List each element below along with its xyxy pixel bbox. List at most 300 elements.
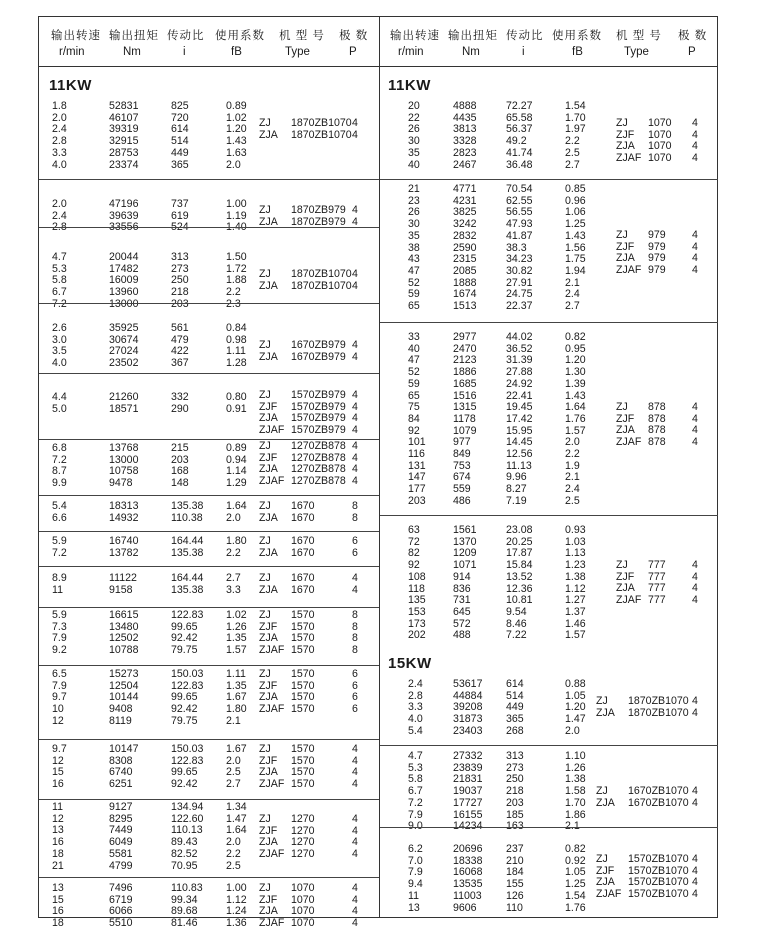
- group-divider: [380, 827, 718, 828]
- model-number: 1670ZB979: [291, 339, 346, 351]
- model-number: 1570: [291, 703, 315, 716]
- pole-count: 8: [352, 632, 358, 645]
- model-number: 1570ZB1070: [628, 888, 689, 901]
- speed-cell: 82: [408, 547, 420, 560]
- torque-values: [453, 332, 477, 508]
- pole-count: 4: [352, 572, 358, 584]
- pole-count: 4: [352, 754, 358, 767]
- factor-cell: 1.29: [226, 477, 247, 490]
- torque-cell: 2832: [453, 229, 477, 242]
- model-number: 1570ZB979: [291, 424, 346, 437]
- model-type-row: [259, 583, 358, 597]
- factor-cell: 1.76: [565, 901, 586, 914]
- speed-cell: 6.5: [52, 668, 67, 680]
- model-number: 1070: [291, 917, 315, 930]
- ratio-cell: 36.52: [506, 342, 533, 355]
- torque-cell: 2470: [453, 342, 477, 355]
- ratio-values: [171, 443, 189, 490]
- pole-count: 4: [692, 424, 698, 437]
- torque-cell: 16068: [453, 866, 483, 879]
- model-number: 1070: [291, 905, 315, 918]
- torque-values: [453, 184, 477, 313]
- speed-cell: 6.7: [52, 286, 67, 299]
- ratio-cell: 185: [506, 808, 524, 821]
- torque-cell: 1888: [453, 276, 477, 289]
- poles-unit: P: [349, 46, 357, 58]
- model-number: 1570: [291, 620, 315, 633]
- ratio-cell: 8.46: [506, 617, 527, 630]
- ratio-cell: 203: [506, 796, 524, 809]
- factor-cell: 1.20: [565, 701, 586, 714]
- model-prefix: ZJA: [259, 350, 278, 363]
- model-prefix: ZJF: [616, 240, 635, 253]
- model-prefix: ZJAF: [616, 264, 642, 277]
- speed-values: [52, 669, 67, 728]
- factor-cell: 1.35: [226, 679, 247, 692]
- speed-cell: 3.3: [408, 701, 423, 714]
- model-prefix: ZJAF: [616, 594, 642, 607]
- torque-cell: 13000: [109, 297, 139, 310]
- factor-cell: 1.64: [226, 500, 247, 512]
- torque-cell: 674: [453, 471, 471, 484]
- model-prefix: ZJF: [259, 679, 278, 692]
- ratio-header: 传动比: [506, 30, 544, 42]
- model-number: 1870ZB1070: [291, 117, 352, 129]
- ratio-cell: 12.56: [506, 448, 533, 461]
- type-header: 机 型 号: [616, 30, 662, 42]
- model-number: 1670: [291, 583, 315, 596]
- speed-cell: 9.7: [52, 743, 67, 755]
- speed-cell: 5.8: [408, 773, 423, 786]
- group-divider: [39, 877, 379, 878]
- ratio-cell: 514: [171, 135, 189, 148]
- factor-cell: 2.0: [226, 158, 241, 171]
- torque-cell: 20696: [453, 843, 483, 855]
- speed-cell: 153: [408, 605, 426, 618]
- left-column: [39, 17, 380, 930]
- speed-cell: 26: [408, 123, 420, 136]
- speed-cell: 6.7: [408, 785, 423, 798]
- model-number: 1570ZB979: [291, 400, 346, 413]
- pole-count: 6: [352, 679, 358, 692]
- factor-values: [565, 844, 586, 914]
- model-prefix: ZJ: [259, 609, 271, 621]
- factor-cell: 1.25: [565, 218, 586, 231]
- pole-count: 6: [352, 668, 358, 680]
- torque-values: [109, 392, 138, 415]
- model-prefix: ZJA: [259, 215, 278, 228]
- factor-cell: 1.38: [565, 773, 586, 786]
- model-prefix: ZJ: [259, 500, 271, 512]
- torque-cell: 47196: [109, 198, 139, 210]
- model-type-list: [259, 204, 358, 228]
- model-prefix: ZJF: [596, 864, 615, 877]
- model-prefix: ZJA: [259, 511, 278, 524]
- speed-unit: r/min: [59, 46, 85, 58]
- model-prefix: ZJ: [259, 117, 271, 129]
- speed-values: [408, 184, 420, 313]
- pole-count: 4: [352, 583, 358, 596]
- torque-values: [109, 744, 138, 791]
- speed-cell: 5.4: [408, 724, 423, 737]
- model-type-row: [259, 424, 358, 437]
- speed-cell: 15: [52, 893, 64, 906]
- ratio-cell: 17.42: [506, 412, 533, 425]
- torque-cell: 14932: [109, 511, 139, 524]
- torque-cell: 9606: [453, 901, 477, 914]
- ratio-cell: 163: [506, 820, 524, 833]
- model-type-list: [616, 229, 698, 277]
- torque-cell: 27332: [453, 750, 483, 762]
- pole-count: 4: [692, 796, 698, 809]
- torque-cell: 3813: [453, 123, 477, 136]
- torque-cell: 3242: [453, 218, 477, 231]
- pole-count: 4: [352, 778, 358, 791]
- torque-values: [109, 501, 138, 524]
- torque-cell: 21831: [453, 773, 483, 786]
- torque-cell: 39319: [109, 123, 139, 136]
- torque-cell: 488: [453, 629, 471, 642]
- ratio-cell: 215: [171, 442, 189, 454]
- model-type-list: [259, 609, 358, 657]
- torque-values: [453, 525, 477, 642]
- model-prefix: ZJ: [596, 695, 608, 707]
- torque-cell: 53617: [453, 678, 483, 690]
- torque-values: [453, 844, 482, 914]
- ratio-cell: 825: [171, 100, 189, 112]
- model-prefix: ZJ: [259, 268, 271, 280]
- pole-count: 4: [692, 582, 698, 595]
- factor-cell: 1.47: [226, 812, 247, 825]
- ratio-cell: 218: [506, 785, 524, 798]
- ratio-cell: 89.68: [171, 905, 198, 918]
- factor-values: [565, 679, 586, 738]
- torque-cell: 2085: [453, 264, 477, 277]
- model-number: 1870ZB1070: [291, 268, 352, 280]
- model-type-row: [259, 644, 358, 657]
- model-prefix: ZJAF: [259, 475, 285, 488]
- speed-cell: 7.2: [408, 796, 423, 809]
- model-type-list: [616, 559, 698, 607]
- factor-cell: 1.46: [565, 617, 586, 630]
- ratio-cell: 250: [506, 773, 524, 786]
- factor-cell: 0.85: [565, 183, 586, 195]
- torque-cell: 4435: [453, 111, 477, 124]
- torque-cell: 13535: [453, 878, 483, 891]
- speed-cell: 16: [52, 905, 64, 918]
- pole-count: 6: [352, 546, 358, 559]
- factor-cell: 0.89: [226, 442, 247, 454]
- model-type-list: [259, 339, 358, 363]
- factor-cell: 1.05: [565, 689, 586, 702]
- torque-cell: 27024: [109, 345, 139, 358]
- factor-cell: 0.95: [565, 342, 586, 355]
- ratio-cell: 148: [171, 477, 189, 490]
- ratio-cell: 70.54: [506, 183, 533, 195]
- pole-count: 4: [352, 268, 358, 280]
- speed-values: [408, 525, 426, 642]
- ratio-cell: 514: [506, 689, 524, 702]
- torque-cell: 16009: [109, 274, 139, 287]
- factor-cell: 1.38: [565, 570, 586, 583]
- factor-cell: 1.24: [226, 905, 247, 918]
- torque-cell: 4799: [109, 859, 133, 872]
- model-type-row: [259, 475, 358, 488]
- ratio-values: [171, 323, 189, 370]
- torque-cell: 6049: [109, 836, 133, 849]
- torque-values: [453, 751, 482, 833]
- factor-cell: 1.67: [226, 743, 247, 755]
- speed-cell: 4.0: [52, 357, 67, 370]
- type-unit: Type: [285, 46, 310, 58]
- pole-count: 4: [352, 215, 358, 228]
- factor-cell: 0.82: [565, 843, 586, 855]
- ratio-cell: 9.54: [506, 605, 527, 618]
- torque-cell: 10147: [109, 743, 139, 755]
- model-number: 1670ZB1070: [628, 785, 689, 797]
- pole-count: 4: [352, 117, 358, 129]
- group-divider: [380, 745, 718, 746]
- torque-values: [109, 802, 133, 872]
- ratio-cell: 250: [171, 274, 189, 287]
- model-prefix: ZJA: [259, 836, 278, 849]
- model-type-list: [259, 440, 358, 488]
- ratio-values: [171, 744, 203, 791]
- model-number: 1870ZB1070: [291, 128, 352, 141]
- factor-values: [226, 610, 247, 657]
- pole-count: 4: [352, 813, 358, 825]
- model-type-row: [259, 778, 358, 791]
- torque-cell: 1209: [453, 547, 477, 560]
- speed-cell: 2.4: [52, 209, 67, 222]
- model-prefix: ZJF: [259, 893, 278, 906]
- torque-cell: 1886: [453, 366, 477, 379]
- model-prefix: ZJA: [616, 252, 635, 265]
- speed-values: [52, 252, 67, 311]
- factor-header: 使用系数: [215, 30, 265, 42]
- ratio-cell: 164.44: [171, 535, 204, 547]
- speed-cell: 202: [408, 629, 426, 642]
- torque-values: [453, 101, 477, 171]
- ratio-cell: 38.3: [506, 241, 527, 254]
- model-number: 1570: [291, 691, 315, 704]
- speed-cell: 12: [52, 714, 64, 727]
- pole-count: 4: [352, 389, 358, 401]
- ratio-cell: 99.65: [171, 691, 198, 704]
- speed-cell: 7.3: [52, 620, 67, 633]
- ratio-values: [171, 536, 203, 559]
- model-prefix: ZJAF: [259, 644, 285, 657]
- speed-values: [408, 844, 423, 914]
- factor-cell: 1.80: [226, 535, 247, 547]
- speed-cell: 18: [52, 917, 64, 930]
- model-number: 1670: [291, 572, 315, 584]
- factor-values: [565, 751, 586, 833]
- ratio-cell: 268: [506, 724, 524, 737]
- model-type-list: [616, 401, 698, 449]
- pole-count: 4: [352, 279, 358, 292]
- speed-cell: 7.0: [408, 854, 423, 867]
- torque-values: [109, 610, 138, 657]
- factor-cell: 2.7: [565, 300, 580, 313]
- pole-count: 4: [352, 905, 358, 918]
- ratio-cell: 47.93: [506, 218, 533, 231]
- pole-count: 4: [352, 882, 358, 894]
- ratio-cell: 332: [171, 391, 189, 403]
- section-title-11kw: 11KW: [49, 77, 92, 94]
- torque-cell: 13782: [109, 546, 139, 559]
- ratio-cell: 49.2: [506, 135, 527, 148]
- model-number: 1870ZB1070: [628, 706, 689, 719]
- model-prefix: ZJA: [259, 632, 278, 645]
- group-divider: [39, 531, 379, 532]
- ratio-cell: 155: [506, 878, 524, 891]
- speed-cell: 7.2: [52, 453, 67, 466]
- torque-cell: 3825: [453, 206, 477, 219]
- torque-cell: 9127: [109, 801, 133, 813]
- model-prefix: ZJA: [259, 412, 278, 425]
- ratio-cell: 290: [171, 402, 189, 415]
- model-number: 979: [648, 264, 666, 277]
- factor-cell: 1.94: [565, 264, 586, 277]
- torque-unit: Nm: [462, 46, 480, 58]
- poles-header: 极 数: [339, 30, 369, 42]
- torque-cell: 9478: [109, 477, 133, 490]
- speed-cell: 33: [408, 331, 420, 343]
- factor-cell: 1.9: [565, 459, 580, 472]
- speed-cell: 7.9: [408, 808, 423, 821]
- factor-cell: 1.12: [226, 893, 247, 906]
- group-divider: [39, 495, 379, 496]
- factor-cell: 1.97: [565, 123, 586, 136]
- model-number: 1070: [648, 152, 672, 165]
- speed-cell: 2.0: [52, 111, 67, 124]
- factor-values: [226, 252, 247, 311]
- factor-cell: 1.20: [226, 123, 247, 136]
- torque-cell: 2977: [453, 331, 477, 343]
- torque-cell: 17482: [109, 262, 139, 275]
- factor-cell: 1.11: [226, 668, 246, 680]
- factor-cell: 1.34: [226, 801, 247, 813]
- speed-cell: 8.9: [52, 572, 67, 584]
- group-divider: [39, 799, 379, 800]
- torque-cell: 13768: [109, 442, 139, 454]
- ratio-cell: 56.37: [506, 123, 533, 136]
- ratio-cell: 122.83: [171, 609, 204, 621]
- pole-count: 6: [352, 691, 358, 704]
- speed-cell: 13: [408, 901, 420, 914]
- ratio-cell: 11.13: [506, 459, 532, 472]
- speed-cell: 4.0: [408, 713, 423, 726]
- speed-values: [52, 610, 67, 657]
- speed-cell: 1.8: [52, 100, 67, 112]
- model-number: 1270ZB878: [291, 451, 346, 464]
- group-divider: [380, 322, 718, 323]
- model-number: 777: [648, 594, 666, 607]
- model-number: 1570: [291, 668, 315, 680]
- factor-values: [226, 323, 247, 370]
- speed-cell: 7.9: [52, 679, 67, 692]
- ratio-cell: 9.96: [506, 471, 527, 484]
- pole-count: 8: [352, 500, 358, 512]
- model-number: 1570: [291, 743, 315, 755]
- speed-cell: 43: [408, 253, 420, 266]
- factor-values: [226, 392, 247, 415]
- ratio-values: [171, 252, 189, 311]
- ratio-cell: 218: [171, 286, 189, 299]
- model-prefix: ZJ: [259, 204, 271, 216]
- group-divider: [380, 179, 718, 180]
- ratio-cell: 313: [171, 251, 189, 263]
- ratio-cell: 23.08: [506, 524, 533, 536]
- model-type-list: [596, 695, 698, 719]
- torque-cell: 35925: [109, 322, 139, 334]
- model-number: 777: [648, 570, 666, 583]
- ratio-cell: 524: [171, 221, 189, 234]
- speed-cell: 30: [408, 135, 420, 148]
- ratio-cell: 7.19: [506, 494, 527, 507]
- model-number: 1070: [648, 140, 672, 153]
- factor-cell: 1.76: [565, 412, 586, 425]
- speed-cell: 2.4: [52, 123, 67, 136]
- model-prefix: ZJF: [616, 570, 635, 583]
- ratio-cell: 110.83: [171, 882, 203, 894]
- model-number: 1670: [291, 500, 315, 512]
- speed-cell: 131: [408, 459, 426, 472]
- model-prefix: ZJ: [259, 535, 271, 547]
- torque-values: [453, 679, 482, 738]
- pole-count: 4: [352, 917, 358, 930]
- speed-cell: 7.9: [408, 866, 423, 879]
- model-type-list: [616, 117, 698, 165]
- speed-cell: 4.7: [52, 251, 67, 263]
- factor-cell: 1.70: [565, 796, 586, 809]
- speed-cell: 6.6: [52, 511, 67, 524]
- pole-count: 8: [352, 609, 358, 621]
- factor-cell: 0.82: [565, 331, 586, 343]
- ratio-values: [171, 392, 189, 415]
- torque-cell: 1370: [453, 535, 477, 548]
- ratio-cell: 110: [506, 901, 523, 914]
- factor-cell: 1.67: [226, 691, 247, 704]
- ratio-cell: 65.58: [506, 111, 533, 124]
- group-divider: [39, 373, 379, 374]
- factor-cell: 1.00: [226, 882, 247, 894]
- factor-values: [226, 199, 247, 234]
- speed-values: [408, 751, 423, 833]
- factor-cell: 1.47: [565, 713, 586, 726]
- model-prefix: ZJA: [616, 140, 635, 153]
- speed-cell: 35: [408, 229, 420, 242]
- ratio-cell: 27.88: [506, 366, 533, 379]
- torque-cell: 16615: [109, 609, 139, 621]
- torque-cell: 8295: [109, 812, 133, 825]
- pole-count: 8: [352, 620, 358, 633]
- model-type-row: [616, 152, 698, 165]
- model-prefix: ZJF: [259, 754, 278, 767]
- model-prefix: ZJ: [259, 882, 271, 894]
- factor-cell: 1.43: [565, 229, 586, 242]
- pole-count: 4: [352, 824, 358, 837]
- model-number: 1270: [291, 836, 315, 849]
- model-prefix: ZJF: [259, 400, 278, 413]
- ratio-cell: 24.92: [506, 377, 533, 390]
- torque-cell: 11003: [453, 889, 482, 902]
- model-type-list: [259, 572, 358, 596]
- torque-cell: 10758: [109, 465, 139, 478]
- pole-count: 4: [692, 229, 698, 241]
- ratio-unit: i: [522, 46, 525, 58]
